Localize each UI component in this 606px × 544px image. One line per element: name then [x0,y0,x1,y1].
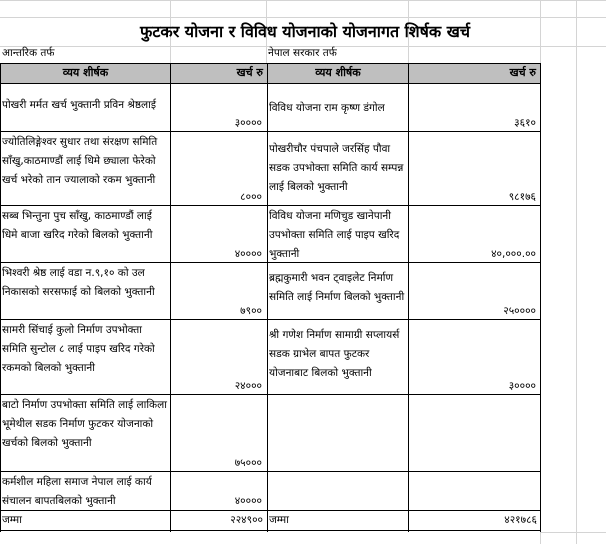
left-row-amount: ७५००० [234,457,262,469]
left-row-desc: कर्मशील महिला समाज नेपाल लाई कार्य संचालन बापतबिलको भुक्तानी [2,476,152,507]
left-row-amount: ४०००० [234,248,262,260]
right-row-amount [408,472,541,509]
right-row-amount: २५०००० [503,305,536,317]
header-expense-head-left: व्यय शीर्षक [0,63,170,84]
left-row-desc: ज्योतिलिङ्गेश्वर सुधार तथा संरक्षण समिति साँखु,काठमाण्डौं लाई धिमे छ्याला फेरेको खर्च भरेको तान ज्यालाको रकम भुक्तानी [2,136,158,186]
right-row-desc: विविध योजना राम कृष्ण डंगोल [269,102,385,114]
right-row-amount: ३६१० [514,117,536,129]
right-row-desc: ब्रह्मकुमारी भवन ट्वाइलेट निर्माण समिति लाई निर्माण बिलको भुक्तानी [269,272,405,303]
left-row-desc: सामरी सिंचाई कुलो निर्माण उपभोक्ता समिति सुन्टोल ८ लाई पाइप खरिद गरेको रकमको बिलको भुक्तानी [2,324,155,374]
right-row-amount [408,395,541,471]
section-label-government: नेपाल सरकार तर्फ [268,47,337,59]
left-row-desc: भिश्वरी श्रेष्ठ लाई वडा न.९,१० को उल निकासको सरसफाई को बिलको भुक्तानी [2,267,155,298]
left-row-desc: पोखरी मर्मत खर्च भुक्तानी प्रविन श्रेष्ठलाई [2,99,157,111]
section-label-internal: आन्तरिक तर्फ [2,47,55,59]
left-row-amount: ४०००० [234,495,262,507]
right-row-desc: विविध योजना मणिचुड खानेपानी उपभोक्ता समिति लाई पाइप खरिद भुक्तानी [269,210,400,260]
header-expense-head-right: व्यय शीर्षक [267,63,408,84]
right-row-desc: श्री गणेश निर्माण सामाग्री सप्लायर्स सडक ग्राभेल बापत फुटकर योजनाबाट बिलको भुक्तानी [269,329,400,379]
right-row-desc [267,395,408,471]
page-title: फुटकर योजना र विविध योजनाको योजनागत शिर्षक खर्च [140,22,471,41]
header-amount-right: खर्च रु [408,63,541,84]
right-row-desc: पोखरीचौर पंचपाले जरसिंह पौवा सडक उपभोक्ता समिति कार्य सम्पन्न लाई बिलको भुक्तानी [269,143,404,193]
left-row-amount: ७९०० [240,305,262,317]
right-row-amount: ९८१७६ [508,191,536,203]
total-label-left: जम्मा [0,510,170,531]
left-row-desc: बाटो निर्माण उपभोक्ता समिति लाई लाकिला भूमेथील सडक निर्माण फुटकर योजनाको खर्चको बिलको भुक्तानी [2,399,167,449]
right-row-amount: ४०,०००.०० [491,248,536,260]
total-label-right: जम्मा [267,510,408,531]
left-row-amount: ३०००० [234,117,262,129]
left-row-desc: सब्ब भिन्तुना पुच साँखु, काठमाण्डौं लाई धिमे बाजा खरिद गरेको बिलको भुक्तानी [2,210,153,241]
right-row-desc [267,472,408,509]
total-amount-left: २२४९०० [170,510,267,531]
header-amount-left: खर्च रु [170,63,267,84]
left-row-amount: २४००० [234,380,262,392]
left-row-amount: ८००० [240,191,262,203]
total-amount-right: ४२१७८६ [408,510,541,531]
right-row-amount: ३०००० [508,380,536,392]
